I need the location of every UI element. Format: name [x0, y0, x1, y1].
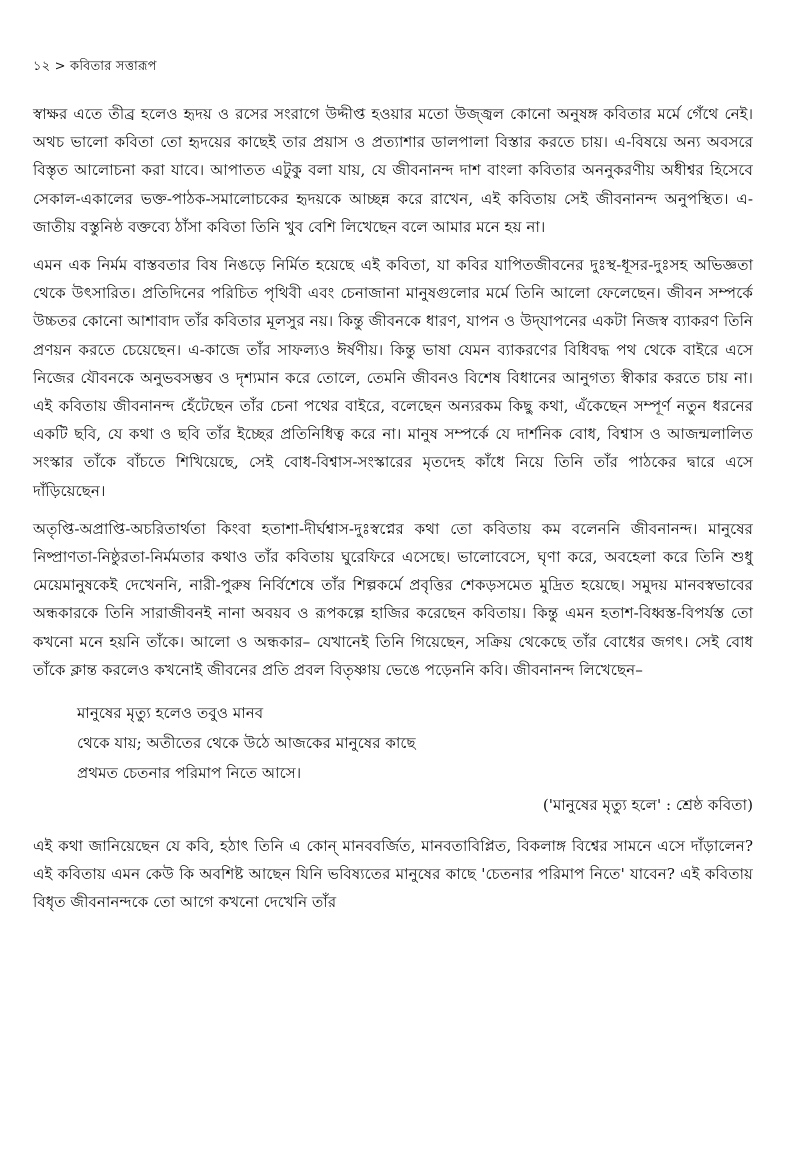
poem-line-1: মানুষের মৃত্যু হলেও তবুও মানব [77, 704, 264, 723]
body-paragraph-3: অতৃপ্তি-অপ্রাপ্তি-অচরিতার্থতা কিংবা হতাশা-দীর্ঘশ্বাস-দুঃস্বপ্নের কথা তো কবিতায় কম বলেননি জীবনানন্দ। মানুষের নিষ্প্রাণতা-নিষ্ঠুরতা-নির্মমতার কথাও তাঁর কবিতায় ঘুরেফিরে এসেছে। ভালোবেসে, ঘৃণা করে, অবহেলা করে তিনি শুধু মেয়েমানুষকেই দেখেননি, নারী-পুরুষ নির্বিশেষে তাঁর শিল্পকর্মে প্রবৃত্তির শেকড়সমেত মুদ্রিত হয়েছে। সমুদয় মানবস্বভাবের অন্ধকারকে তিনি সারাজীবনই নানা অবয়ব ও রূপকল্পে হাজির করেছেন কবিতায়। কিন্তু এমন হতাশ-বিধ্বস্ত-বিপর্যস্ত তো কখনো মনে হয়নি তাঁকে। আলো ও অন্ধকার– যেখানেই তিনি গিয়েছেন, সক্রিয় থেকেছে তাঁর বোধের জগৎ। সেই বোধ তাঁকে ক্লান্ত করলেও কখনোই জীবনের প্রতি প্রবল বিতৃষ্ণায় ভেঙে পড়েননি কবি। জীবনানন্দ লিখেছেন– [33, 519, 753, 679]
body-paragraph-2: এমন এক নির্মম বাস্তবতার বিষ নিঙড়ে নির্মিত হয়েছে এই কবিতা, যা কবির যাপিতজীবনের দুঃস্থ-ধূসর-দুঃসহ অভিজ্ঞতা থেকে উৎসারিত। প্রতিদিনের পরিচিত পৃথিবী এবং চেনাজানা মানুষগুলোর মর্মে তিনি আলো ফেলেছেন। জীবন সম্পর্কে উচ্চতর কোনো আশাবাদ তাঁর কবিতার মূলসুর নয়। কিন্তু জীবনকে ধারণ, যাপন ও উদ্‌যাপনের একটা নিজস্ব ব্যাকরণ তিনি প্রণয়ন করতে চেয়েছেন। এ-কাজে তাঁর সাফল্যও ঈর্ষণীয়। কিন্তু ভাষা যেমন ব্যাকরণের বিধিবদ্ধ পথ থেকে বাইরে এসে নিজের যৌবনকে অনুভবসম্ভব ও দৃশ্যমান করে তোলে, তেমনি জীবনও বিশেষ বিধানের আনুগত্য স্বীকার করতে চায় না। এই কবিতায় জীবনানন্দ হেঁটেছেন তাঁর চেনা পথের বাইরে, বলেছেন অন্যরকম কিছু কথা, এঁকেছেন সম্পূর্ণ নতুন ধরনের একটি ছবি, যে কথা ও ছবি তাঁর ইচ্ছের প্রতিনিধিত্ব করে না। মানুষ সম্পর্কে যে দার্শনিক বোধ, বিশ্বাস ও আজন্মলালিত সংস্কার তাঁকে বাঁচতে শিখিয়েছে, সেই বোধ-বিশ্বাস-সংস্কারের মৃতদেহ কাঁধে নিয়ে তিনি তাঁর পাঠকের দ্বারে এসে দাঁড়িয়েছেন। [33, 256, 753, 500]
body-paragraph-4: এই কথা জানিয়েছেন যে কবি, হঠাৎ তিনি এ কোন্ মানববর্জিত, মানবতাবিপ্লিত, বিকলাঙ্গ বিশ্বের সামনে এসে দাঁড়ালেন? এই কবিতায় এমন কেউ কি অবশিষ্ট আছেন যিনি ভবিষ্যতের মানুষের কাছে 'চেতনার পরিমাপ নিতে' যাবেন? এই কবিতায় বিধৃত জীবনানন্দকে তো আগে কখনো দেখেনি তাঁর [33, 837, 753, 912]
poem-line-3: প্রথমত চেতনার পরিমাপ নিতে আসে। [77, 764, 302, 783]
book-page [33, 58, 753, 927]
poem-line-2: থেকে যায়; অতীতের থেকে উঠে আজকের মানুষের কাছে [77, 734, 416, 753]
poem-citation: ('মানুষের মৃত্যু হলে' : শ্রেষ্ঠ কবিতা) [542, 796, 753, 815]
quoted-poem [77, 698, 753, 788]
running-header: ১২ > কবিতার সত্তারূপ [33, 59, 157, 74]
body-paragraph-1: স্বাক্ষর এতে তীব্র হলেও হৃদয় ও রসের সংরাগে উদ্দীপ্ত হওয়ার মতো উজ্জ্বল কোনো অনুষঙ্গ কবিতার মর্মে গেঁথে নেই। অথচ ভালো কবিতা তো হৃদয়ের কাছেই তার প্রয়াস ও প্রত্যাশার ডালপালা বিস্তার করতে চায়। এ-বিষয়ে অন্য অবসরে বিস্তৃত আলোচনা করা যাবে। আপাতত এটুকু বলা যায়, যে জীবনানন্দ দাশ বাংলা কবিতার অননুকরণীয় অধীশ্বর হিসেবে সেকাল-একালের ভক্ত-পাঠক-সমালোচকের হৃদয়কে আচ্ছন্ন করে রাখেন, এই কবিতায় সেই জীবনানন্দ অনুপস্থিত। এ-জাতীয় বস্তুনিষ্ঠ বক্তব্যে ঠাঁসা কবিতা তিনি খুব বেশি লিখেছেন বলে আমার মনে হয় না। [33, 105, 753, 236]
